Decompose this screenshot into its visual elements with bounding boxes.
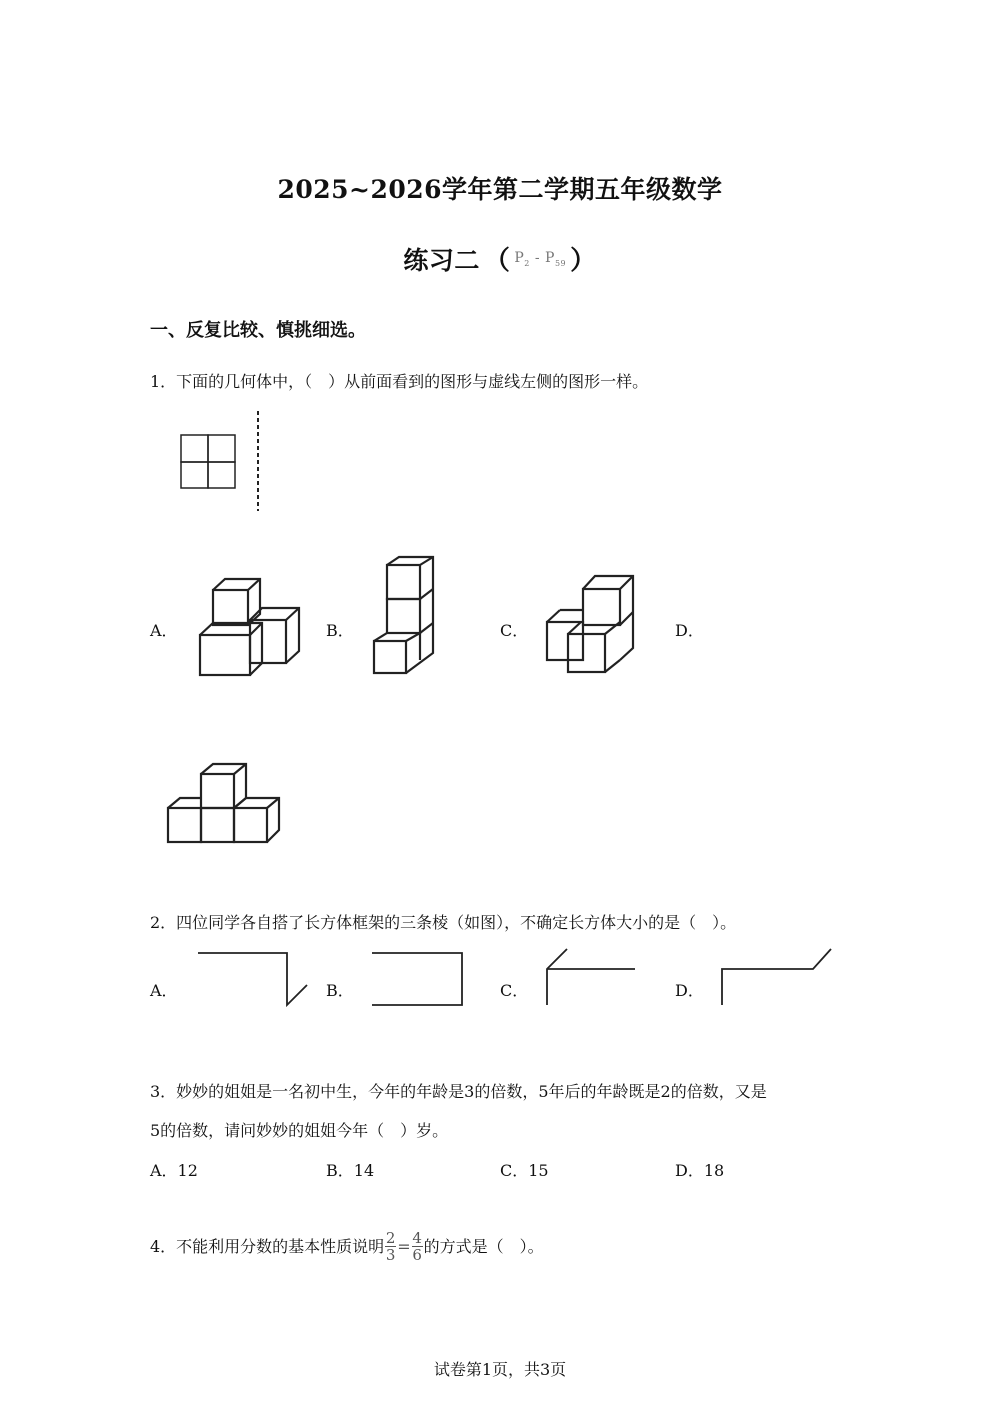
page-subtitle (0, 240, 1000, 277)
page-ref-end: P (545, 249, 555, 266)
equals-sign: = (397, 1236, 411, 1256)
page-ref-open: （ (483, 246, 511, 276)
page-ref-start: P (514, 249, 525, 266)
question-1-option-d[interactable]: D． (675, 621, 704, 640)
question-3-line-1: 3．妙妙的姐姐是一名初中生，今年的年龄是3的倍数，5年后的年龄既是2的倍数，又是 (150, 1082, 767, 1101)
question-2-option-c[interactable]: C． (500, 981, 529, 1000)
question-3-option-b[interactable]: B．14 (326, 1161, 375, 1180)
question-2-figure-d (718, 945, 838, 1010)
fraction-two-thirds (385, 1230, 396, 1263)
question-1-figure-c (543, 572, 643, 677)
fraction-2-denominator: 6 (412, 1246, 422, 1264)
question-3-option-c[interactable]: C．15 (500, 1161, 549, 1180)
question-2-option-b[interactable]: B． (326, 981, 354, 1000)
page-title: 2025~2026学年第二学期五年级数学 (277, 175, 723, 204)
question-1-figure-a (195, 575, 305, 680)
question-2-figure-b (370, 945, 470, 1010)
question-1-reference-figure (170, 405, 280, 515)
question-2-text: 2．四位同学各自搭了长方体框架的三条棱（如图），不确定长方体大小的是（ ）。 (150, 913, 737, 932)
fraction-1-numerator: 2 (385, 1229, 396, 1247)
question-3-line-2: 5的倍数，请问妙妙的姐姐今年（ ）岁。 (150, 1121, 449, 1140)
question-2-option-a[interactable]: A． (150, 981, 178, 1000)
fraction-1-denominator: 3 (385, 1246, 396, 1264)
question-2-option-d[interactable]: D． (675, 981, 704, 1000)
question-2-figure-c (543, 945, 643, 1010)
question-1-option-c[interactable]: C． (500, 621, 529, 640)
fraction-2-numerator: 4 (412, 1229, 422, 1247)
question-4-prefix: 4．不能利用分数的基本性质说明 (150, 1236, 385, 1256)
question-2-figure-a (195, 945, 315, 1010)
question-1-text: 1．下面的几何体中，（ ）从前面看到的图形与虚线左侧的图形一样。 (150, 372, 649, 391)
page-ref-start-sub: 2 (524, 258, 530, 268)
question-4 (150, 1230, 544, 1263)
page-ref-close: ） (570, 246, 597, 276)
question-1-option-b[interactable]: B． (326, 621, 354, 640)
page-ref-end-sub: 59 (554, 258, 567, 268)
page-ref (514, 250, 566, 268)
page-footer: 试卷第1页，共3页 (433, 1360, 567, 1379)
section-heading: 一、反复比较、慎挑细选。 (150, 320, 366, 341)
page-ref-dash: - (534, 249, 541, 266)
question-1-figure-b (370, 555, 440, 680)
question-1-option-a[interactable]: A． (150, 621, 178, 640)
subtitle-text: 练习二 (403, 245, 480, 275)
fraction-four-sixths (412, 1230, 423, 1263)
question-4-suffix: 的方式是（ ）。 (423, 1236, 544, 1256)
question-3-option-a[interactable]: A．12 (150, 1161, 198, 1180)
question-3-option-d[interactable]: D．18 (675, 1161, 725, 1180)
question-1-figure-d (165, 762, 290, 852)
